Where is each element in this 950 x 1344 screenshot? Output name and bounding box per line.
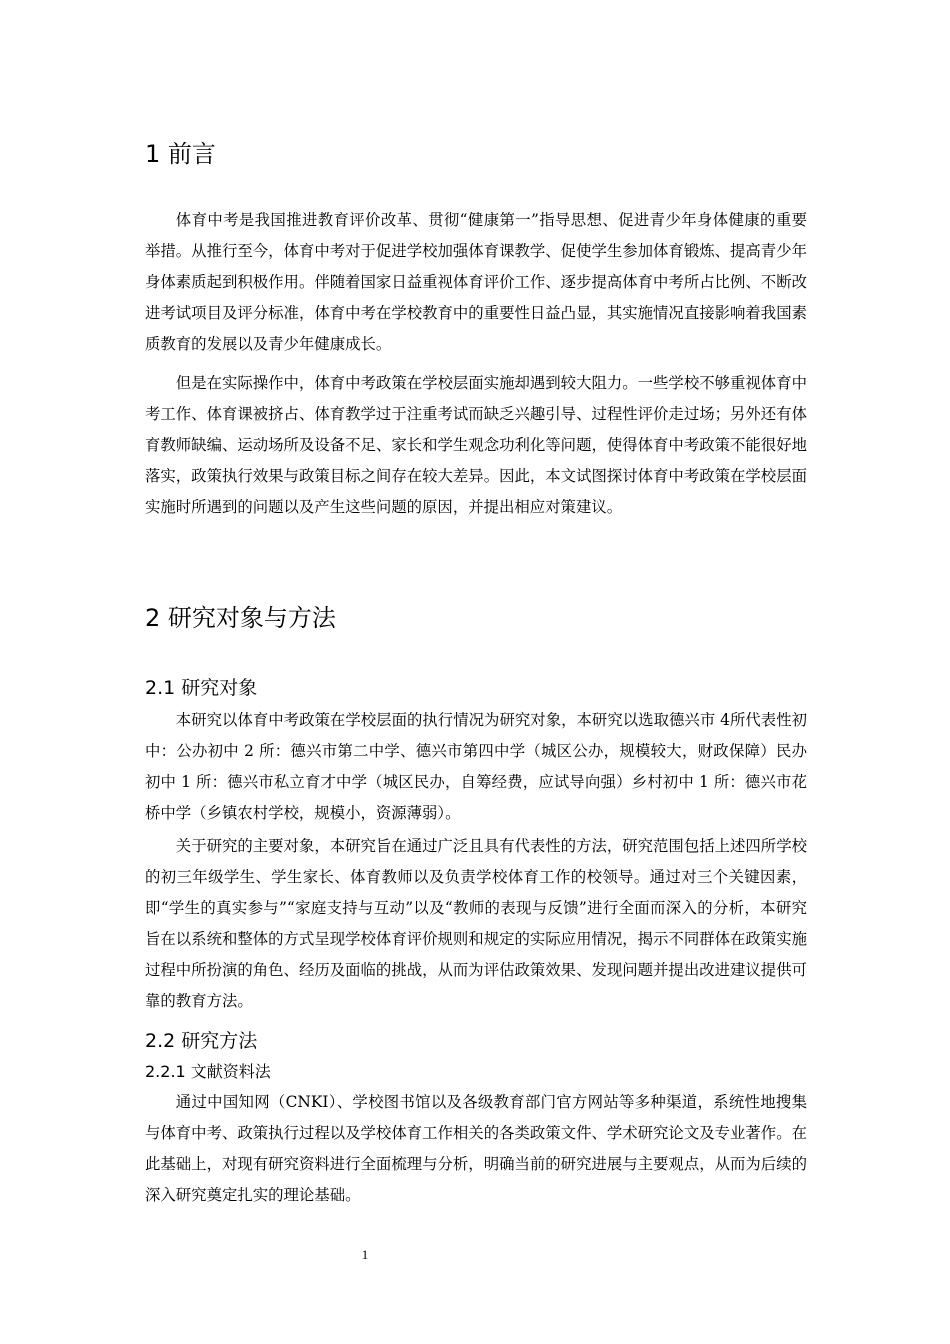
section-2-1-paragraph-2: 关于研究的主要对象，本研究旨在通过广泛且具有代表性的方法，研究范围包括上述四所学校的初三年级学生、学生家长、体育教师以及负责学校体育工作的校领导。通过对三个关键因素，即“学生的真实参与”“家庭支持与互动”以及“教师的表现与反馈”进行全面而深入的分析，本研究旨在以系统和整体的方式呈现学校体育评价规则和规定的实际应用情况，揭示不同群体在政策实施过程中所扮演的角色、经历及面临的挑战，从而为评估政策效果、发现问题并提出改进建议提供可靠的教育方法。 bbox=[145, 837, 807, 1010]
section-2-heading: 2 研究对象与方法 bbox=[145, 604, 336, 632]
section-2-2-heading: 2.2 研究方法 bbox=[145, 1030, 258, 1052]
section-2-2-1-heading: 2.2.1 文献资料法 bbox=[145, 1062, 271, 1081]
section-1-paragraph-1: 体育中考是我国推进教育评价改革、贯彻“健康第一”指导思想、促进青少年身体健康的重要举措。从推行至今，体育中考对于促进学校加强体育课教学、促使学生参加体育锻炼、提高青少年身体素质起到积极作用。伴随着国家日益重视体育评价工作、逐步提高体育中考所占比例、不断改进考试项目及评分标准，体育中考在学校教育中的重要性日益凸显，其实施情况直接影响着我国素质教育的发展以及青少年健康成长。 bbox=[145, 211, 807, 353]
section-2-1-heading: 2.1 研究对象 bbox=[145, 677, 258, 699]
page-number: 1 bbox=[361, 1247, 369, 1262]
section-1-heading: 1 前言 bbox=[145, 140, 216, 168]
section-1-paragraph-2: 但是在实际操作中，体育中考政策在学校层面实施却遇到较大阻力。一些学校不够重视体育中考工作、体育课被挤占、体育教学过于注重考试而缺乏兴趣引导、过程性评价走过场；另外还有体育教师缺编、运动场所及设备不足、家长和学生观念功利化等问题，使得体育中考政策不能很好地落实，政策执行效果与政策目标之间存在较大差异。因此，本文试图探讨体育中考政策在学校层面实施时所遇到的问题以及产生这些问题的原因，并提出相应对策建议。 bbox=[145, 374, 807, 516]
section-2-1-paragraph-1: 本研究以体育中考政策在学校层面的执行情况为研究对象，本研究以选取德兴市 4所代表性初中：公办初中 2 所：德兴市第二中学、德兴市第四中学（城区公办，规模较大，财政保障）民办初中 1 所：德兴市私立育才中学（城区民办，自筹经费，应试导向强）乡村初中 1 所：德兴市花桥中学（乡镇农村学校，规模小，资源薄弱）。 bbox=[145, 711, 807, 822]
section-2-2-1-paragraph-1: 通过中国知网（CNKI）、学校图书馆以及各级教育部门官方网站等多种渠道，系统性地搜集与体育中考、政策执行过程以及学校体育工作相关的各类政策文件、学术研究论文及专业著作。在此基础上，对现有研究资料进行全面梳理与分析，明确当前的研究进展与主要观点，从而为后续的深入研究奠定扎实的理论基础。 bbox=[145, 1093, 807, 1204]
